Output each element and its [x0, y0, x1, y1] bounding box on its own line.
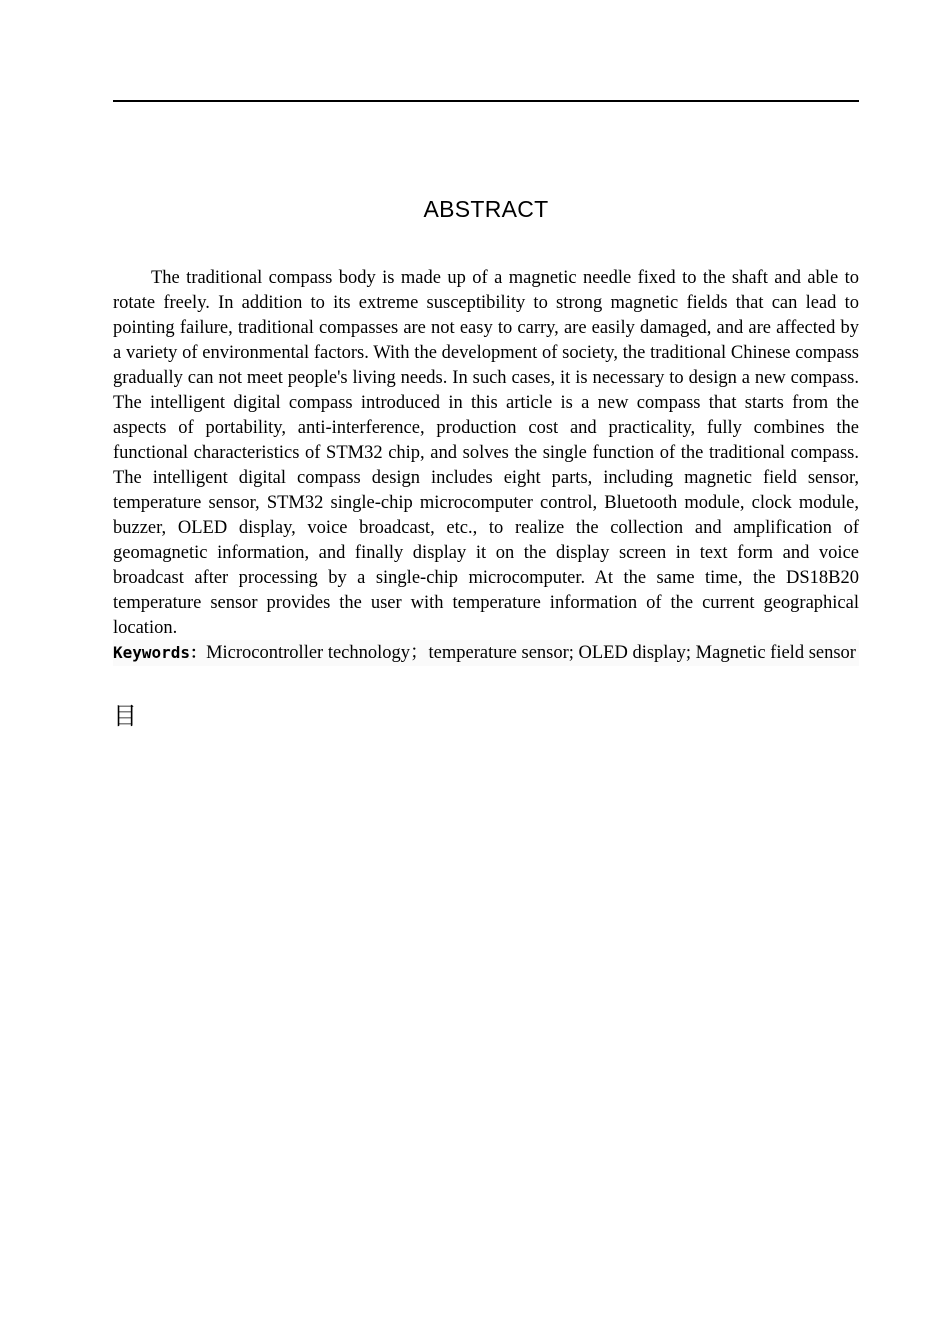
abstract-title: ABSTRACT [423, 196, 549, 222]
header-rule [113, 100, 859, 102]
keywords-text: Microcontroller technology；temperature sensor; OLED display; Magnetic field sensor [206, 643, 856, 663]
keywords-block [113, 640, 859, 666]
table-of-contents-heading-fragment: 目 [113, 702, 137, 730]
abstract-body: The traditional compass body is made up of a magnetic needle fixed to the shaft and able to rotate freely. In addition to its extreme susceptibility to strong magnetic fields that can lead to pointing failure, traditional compasses are not easy to carry, are easily damaged, and are affected by a variety of environmental factors. With the development of society, the traditional Chinese compass gradually can not meet people's living needs. In such cases, it is necessary to design a new compass. The intelligent digital compass introduced in this article is a new compass that starts from the aspects of portability, anti-interference, production cost and practicality, fully combines the functional characteristics of STM32 chip, and solves the single function of the traditional compass. The intelligent digital compass design includes eight parts, including magnetic field sensor, temperature sensor, STM32 single-chip microcomputer control, Bluetooth module, clock module, buzzer, OLED display, voice broadcast, etc., to realize the collection and amplification of geomagnetic information, and finally display it on the display screen in text form and voice broadcast after processing by a single-chip microcomputer. At the same time, the DS18B20 temperature sensor provides the user with temperature information of the current geographical location. [113, 268, 859, 638]
keywords-label: Keywords： [113, 643, 207, 662]
